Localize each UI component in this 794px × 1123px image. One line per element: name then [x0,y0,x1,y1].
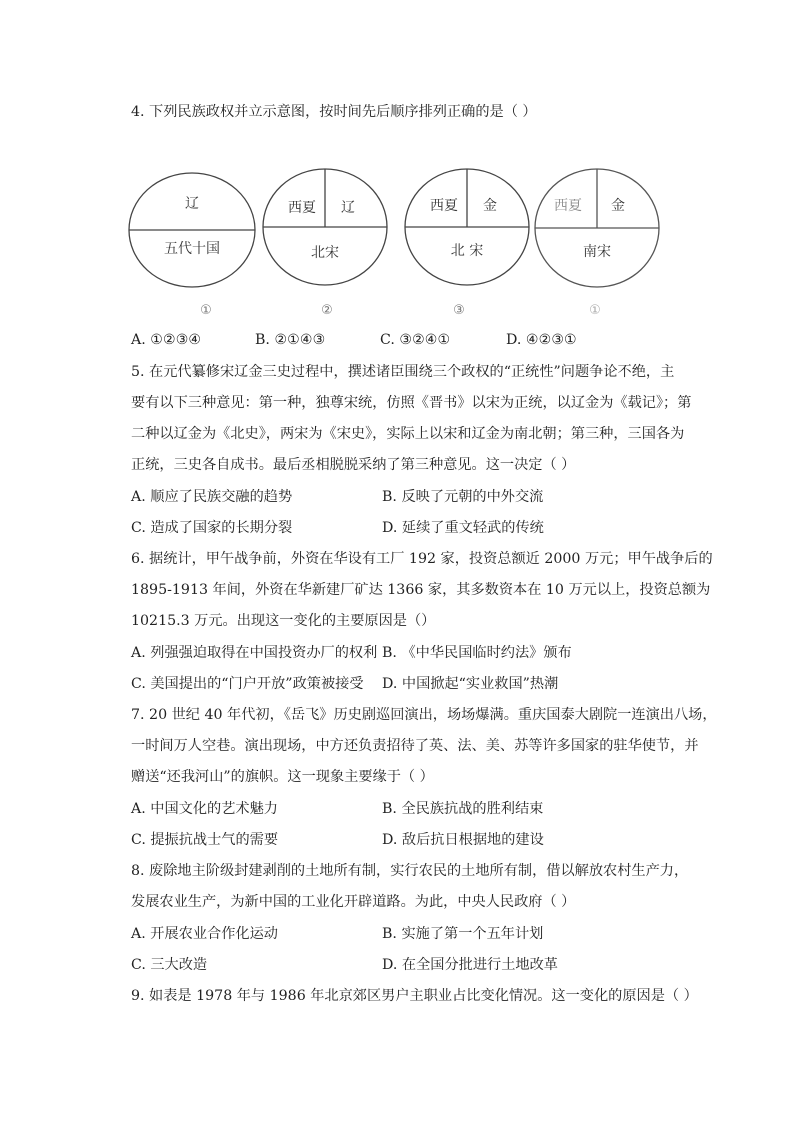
q5-option-b[interactable]: B. 反映了元朝的中外交流 [382,489,544,505]
q7-option-c[interactable]: C. 提振抗战士气的需要 [131,832,279,848]
q8-line-2: 发展农业生产，为新中国的工业化开辟道路。为此，中央人民政府（ ） [131,894,576,910]
q5-option-c[interactable]: C. 造成了国家的长期分裂 [131,520,293,536]
q5-option-a[interactable]: A. 顺应了民族交融的趋势 [131,489,293,505]
q7-option-a[interactable]: A. 中国文化的艺术魅力 [131,801,278,817]
q7-line-1: 7. 20 世纪 40 年代初，《岳飞》历史剧巡回演出，场场爆满。重庆国泰大剧院一连演出八场， [131,707,717,723]
q8-option-a[interactable]: A. 开展农业合作化运动 [131,926,278,942]
q7-line-3: 赠送“还我河山”的旗帜。这一现象主要缘于（ ） [131,769,434,785]
q8-option-d[interactable]: D. 在全国分批进行土地改革 [382,957,558,973]
q5-line-3: 二种以辽金为《北史》，两宋为《宋史》，实际上以宋和辽金为南北朝；第三种，三国各为 [131,426,685,442]
c4-left: 西夏 [554,198,582,214]
q6-option-d[interactable]: D. 中国掀起“实业救国”热潮 [382,676,559,692]
q6-option-a[interactable]: A. 列强强迫取得在中国投资办厂的权利 [131,645,378,661]
q5-option-d[interactable]: D. 延续了重文轻武的传统 [382,520,544,536]
q4-option-b[interactable]: B. ②①④③ [255,332,326,348]
q6-line-1: 6. 据统计，甲午战争前，外资在华设有工厂 192 家，投资总额近 2000 万元；甲午战争后的 [131,551,713,567]
q8-line-1: 8. 废除地主阶级封建剥削的土地所有制，实行农民的土地所有制，借以解放农村生产力， [131,863,689,879]
c2-right: 辽 [341,200,355,216]
q7-option-d[interactable]: D. 敌后抗日根据地的建设 [382,832,544,848]
q4-stem: 4. 下列民族政权并立示意图，按时间先后顺序排列正确的是（ ） [131,104,537,120]
q7-option-b[interactable]: B. 全民族抗战的胜利结束 [382,801,544,817]
q8-option-c[interactable]: C. 三大改造 [131,957,208,973]
q6-line-3: 10215.3 万元。出现这一变化的主要原因是（） [131,613,436,629]
q5-line-2: 要有以下三种意见：第一种，独尊宋统，仿照《晋书》以宋为正统，以辽金为《载记》；第 [131,395,692,411]
q6-line-2: 1895-1913 年间，外资在华新建厂矿达 1366 家，其多数资本在 10 万元以上，投资总额为 [131,582,711,598]
c3-right: 金 [483,198,497,214]
q6-option-b[interactable]: B. 《中华民国临时约法》颁布 [382,645,572,661]
c1-num: ① [200,303,212,318]
q8-option-b[interactable]: B. 实施了第一个五年计划 [382,926,544,942]
c3-bottom: 北 宋 [450,243,484,259]
c3-num: ③ [453,303,465,318]
c2-bottom: 北宋 [311,245,339,261]
c4-right: 金 [611,198,625,214]
c3-left: 西夏 [430,198,458,214]
c2-left: 西夏 [288,200,316,216]
regime-coexistence-diagram [128,160,668,325]
c1-top: 辽 [185,196,199,212]
c4-bottom: 南宋 [583,244,611,260]
c2-num: ② [321,303,333,318]
q5-line-1: 5. 在元代纂修宋辽金三史过程中，撰述诸臣围绕三个政权的“正统性”问题争论不绝，主 [131,364,675,380]
q7-line-2: 一时间万人空巷。演出现场，中方还负责招待了英、法、美、苏等许多国家的驻华使节，并 [131,738,699,754]
q6-option-c[interactable]: C. 美国提出的“门户开放”政策被接受 [131,676,364,692]
q4-option-a[interactable]: A. ①②③④ [131,332,202,348]
c1-bottom: 五代十国 [164,241,220,257]
q5-line-4: 正统，三史各自成书。最后丞相脱脱采纳了第三种意见。这一决定（ ） [131,457,576,473]
q9-line-1: 9. 如表是 1978 年与 1986 年北京郊区男户主职业占比变化情况。这一变化的原因是（ ） [131,988,698,1004]
q4-option-c[interactable]: C. ③②④① [380,332,451,348]
q4-option-d[interactable]: D. ④②③① [506,332,577,348]
c4-num: ① [589,303,601,318]
